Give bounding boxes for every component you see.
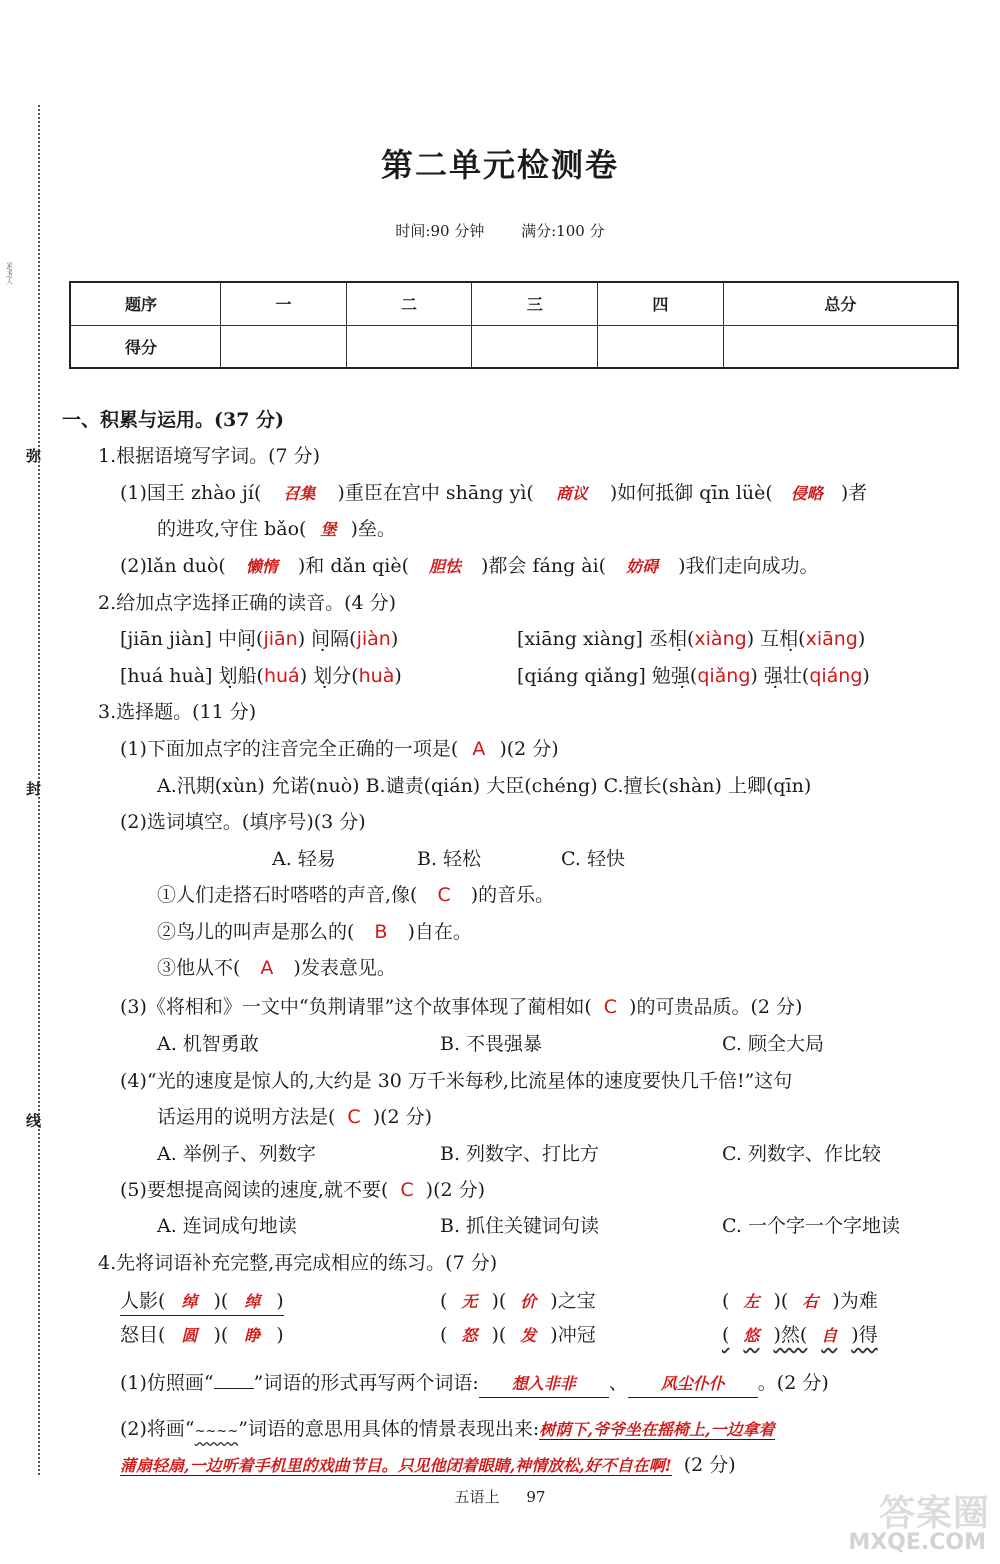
q1-title: 1.根据语境写字词。(7 分)	[98, 445, 321, 467]
q4-text: )为难	[832, 1290, 878, 1312]
q4-answer-5b: 发	[520, 1326, 537, 1345]
q2-group-3: [huá huà]	[120, 665, 213, 687]
binding-mark-feng: 封	[26, 780, 42, 798]
q4-answer-5a: 怒	[461, 1326, 478, 1345]
q4-answer-6a: 悠	[743, 1326, 760, 1345]
q1-text: )如何抵御 qīn lüè(	[609, 482, 773, 504]
q2-answer-6: huà	[358, 665, 395, 687]
q2-row-1: [jiān jiàn] 中间(jiān) 间隔(jiàn)	[120, 628, 399, 650]
q2-dotted-char: 强	[670, 665, 690, 687]
q4-answer-4b: 睁	[244, 1326, 261, 1345]
q1-text: )都会 fáng ài(	[481, 555, 607, 577]
q3-answer-3: C	[603, 996, 618, 1018]
q2-answer-1: jiān	[263, 628, 298, 650]
q3-sub-4-line-2	[157, 1104, 432, 1130]
exam-full-score: 满分:100 分	[521, 222, 605, 240]
q4-text: 、	[608, 1372, 628, 1394]
page-number: 97	[526, 1488, 546, 1506]
q4-idiom-1	[120, 1288, 284, 1316]
q2-char: 船	[237, 665, 257, 687]
q3-text: ③他从不(	[157, 957, 241, 979]
binding-mark-mi: 弥	[26, 447, 42, 465]
q1-answer-7: 妨碍	[626, 557, 659, 576]
q3-answer-5: C	[400, 1179, 414, 1201]
q3-sub-2-title: (2)选词填空。(填序号)(3 分)	[120, 811, 366, 833]
q2-group-4: [qiáng qiǎng]	[517, 665, 646, 687]
q1-text: (1)国王 zhào jí(	[120, 482, 262, 504]
q2-char: 分	[332, 665, 352, 687]
footer-text: 五语上	[454, 1488, 500, 1506]
q3-sub-2-item-2	[157, 919, 472, 945]
q3-text: )(2 分)	[425, 1179, 486, 1201]
q1-text: 的进攻,守住 bǎo(	[157, 518, 307, 540]
q4-text: 。(2 分)	[757, 1372, 829, 1394]
q3-sub-5-opt-b: B. 抓住关键词句读	[440, 1215, 600, 1237]
score-table-col-total: 总分	[723, 282, 958, 325]
q2-row-2: [huá huà] 划船(huá) 划分(huà)	[120, 665, 402, 687]
q1-answer-2: 商议	[555, 484, 588, 503]
q3-text: )的可贵品质。(2 分)	[629, 996, 803, 1018]
q1-text: )者	[840, 482, 868, 504]
q3-sub-3	[120, 994, 802, 1020]
q3-answer-2-1: C	[437, 884, 451, 906]
score-table-col-2: 二	[346, 282, 472, 325]
q3-sub-2-item-1	[157, 882, 554, 908]
q4-idiom-4	[120, 1322, 284, 1349]
q3-sub-5	[120, 1177, 485, 1203]
q3-sub-2-item-3	[157, 955, 396, 981]
q3-sub-1-options: A.汛期(xùn) 允诺(nuò) B.谴责(qián) 大臣(chéng) C.擅长(shàn) 上卿(qīn)	[157, 775, 812, 797]
q2-answer-2: jiàn	[356, 628, 391, 650]
score-table-score-label: 得分	[70, 325, 221, 368]
q3-sub-5-opt-c: C. 一个字一个字地读	[722, 1215, 900, 1237]
q2-dotted-char: 相	[667, 628, 687, 650]
q4-answer-2b: 价	[520, 1292, 537, 1311]
q2-char: 互	[760, 628, 780, 650]
q3-sub-5-opt-a: A. 连词成句地读	[157, 1215, 297, 1237]
q4-idiom-2	[440, 1288, 596, 1315]
q4-text: (2)将画“	[120, 1418, 195, 1440]
q3-text: (5)要想提高阅读的速度,就不要(	[120, 1179, 389, 1201]
q4-text: ”词语的形式再写两个词语:	[253, 1372, 479, 1394]
q1-text: )重臣在宫中 shāng yì(	[337, 482, 534, 504]
q4-idiom-5	[440, 1322, 596, 1349]
q3-text: )(2 分)	[499, 738, 559, 760]
q3-text: )发表意见。	[293, 957, 396, 979]
page-title: 第二单元检测卷	[380, 146, 619, 184]
q4-underline-sample	[214, 1388, 254, 1389]
binding-mark-xian: 线	[26, 1112, 42, 1130]
watermark-logo: 答案圈	[878, 1493, 990, 1534]
q2-dotted-char: 间	[311, 628, 331, 650]
q4-title: 4.先将词语补充完整,再完成相应的练习。(7 分)	[98, 1252, 498, 1274]
q4-answer-6b: 自	[821, 1326, 838, 1345]
q3-title: 3.选择题。(11 分)	[98, 701, 257, 723]
q4-wavy-sample: ~~~~	[194, 1424, 239, 1439]
q3-sub-1	[120, 736, 559, 762]
score-table-col-4: 四	[598, 282, 724, 325]
q1-line-2	[157, 516, 396, 543]
q3-text: ②鸟儿的叫声是那么的(	[157, 921, 355, 943]
q3-sub-4-opt-c: C. 列数字、作比较	[722, 1143, 881, 1165]
q3-answer-1: A	[472, 738, 486, 760]
q4-sub-1	[120, 1370, 829, 1398]
q3-sub-4-opt-b: B. 列数字、打比方	[440, 1143, 600, 1165]
q4-text: )然(	[773, 1324, 808, 1346]
q3-answer-2-3: A	[260, 957, 274, 979]
q2-dotted-char: 划	[218, 665, 238, 687]
q3-sub-3-opt-a: A. 机智勇敢	[157, 1033, 259, 1055]
q4-text: (	[722, 1324, 730, 1346]
q2-row-2b: [qiáng qiǎng] 勉强(qiǎng) 强壮(qiáng)	[517, 665, 870, 687]
q3-answer-2-2: B	[374, 921, 388, 943]
q2-dotted-char: 间	[237, 628, 257, 650]
q3-sub-4-line-1: (4)“光的速度是惊人的,大约是 30 万千米每秒,比流星体的速度要快几千倍!”这句	[120, 1070, 793, 1092]
score-cell	[723, 325, 958, 368]
q2-group-2: [xiāng xiàng]	[517, 628, 643, 650]
q4-text: 怒目(	[120, 1324, 166, 1346]
q1-text: )和 dǎn qiè(	[297, 555, 409, 577]
score-table-header-label: 题序	[70, 282, 221, 325]
exam-meta	[0, 220, 1000, 241]
q2-dotted-char: 强	[763, 665, 783, 687]
q4-text: (	[440, 1324, 448, 1346]
score-cell	[221, 325, 347, 368]
q3-sub-3-opt-c: C. 顾全大局	[722, 1033, 824, 1055]
score-table-header-row	[70, 282, 958, 325]
q3-text: ①人们走搭石时嗒嗒的声音,像(	[157, 884, 418, 906]
q1-text: )垒。	[350, 518, 396, 540]
q4-text: )(	[491, 1324, 507, 1346]
q4-text: )之宝	[550, 1290, 596, 1312]
q3-sub-3-opt-b: B. 不畏强暴	[440, 1033, 543, 1055]
q4-text: )(	[213, 1324, 229, 1346]
q3-text: )的音乐。	[470, 884, 555, 906]
q1-text: (2)lǎn duò(	[120, 555, 226, 577]
q4-answer-s1a: 想入非非	[479, 1371, 609, 1398]
q1-text: )我们走向成功。	[678, 555, 819, 577]
q3-text: )(2 分)	[372, 1106, 433, 1128]
q4-idiom-6	[722, 1322, 878, 1349]
q4-text: )	[276, 1290, 284, 1312]
score-cell	[472, 325, 598, 368]
q4-answer-s2-line-2: 蒲扇轻扇,一边听着手机里的戏曲节目。只见他闭着眼睛,神情放松,好不自在啊!	[120, 1456, 672, 1475]
q4-answer-1b: 绰	[244, 1292, 261, 1311]
q4-text: )得	[851, 1324, 878, 1346]
q4-answer-3b: 右	[802, 1292, 819, 1311]
q1-answer-3: 侵略	[790, 484, 823, 503]
q4-text: )(	[773, 1290, 789, 1312]
q4-sub-2-line-2	[120, 1452, 736, 1479]
q2-char: 中	[217, 628, 237, 650]
exam-time: 时间:90 分钟	[395, 222, 485, 240]
side-stamp: 家/书/人	[5, 262, 12, 285]
q4-text: )冲冠	[550, 1324, 596, 1346]
q4-text: ”词语的意思用具体的情景表现出来:	[238, 1418, 540, 1440]
q4-text: )(	[491, 1290, 507, 1312]
watermark-site: MXQE.COM	[848, 1530, 986, 1555]
q4-text: (	[722, 1290, 730, 1312]
q4-answer-4a: 圆	[181, 1326, 198, 1345]
score-cell	[598, 325, 724, 368]
q4-sub-2	[120, 1416, 775, 1445]
q1-answer-5: 懒惰	[245, 557, 278, 576]
q3-text: (1)下面加点字的注音完全正确的一项是(	[120, 738, 459, 760]
q4-answer-2a: 无	[461, 1292, 478, 1311]
q2-char: 隔	[330, 628, 350, 650]
q4-text: (2 分)	[683, 1454, 736, 1476]
q1-answer-6: 胆怯	[429, 557, 462, 576]
q2-answer-4: xiāng	[805, 628, 858, 650]
q4-idiom-3	[722, 1288, 878, 1315]
q1-line-3	[120, 553, 819, 580]
q3-answer-4: C	[347, 1106, 361, 1128]
q4-answer-3a: 左	[743, 1292, 760, 1311]
q2-char: 勉	[651, 665, 671, 687]
q2-title: 2.给加点字选择正确的读音。(4 分)	[98, 592, 397, 614]
q1-line-1	[120, 480, 867, 507]
page-footer	[0, 1486, 1000, 1507]
q1-answer-4: 堡	[320, 520, 337, 539]
q2-dotted-char: 相	[779, 628, 799, 650]
q2-char: 壮	[782, 665, 802, 687]
score-cell	[346, 325, 472, 368]
q4-answer-s1b: 风尘仆仆	[628, 1371, 758, 1398]
q1-answer-1: 召集	[283, 484, 316, 503]
q4-text: )(	[213, 1290, 229, 1312]
score-table-col-1: 一	[221, 282, 347, 325]
q2-row-1b: [xiāng xiàng] 丞相(xiàng) 互相(xiāng)	[517, 628, 866, 650]
q3-sub-2-opt-c: C. 轻快	[561, 848, 625, 870]
q4-text: 人影(	[120, 1290, 166, 1312]
score-table	[69, 281, 959, 369]
score-table-col-3: 三	[472, 282, 598, 325]
section-1-title: 一、积累与运用。(37 分)	[62, 409, 285, 431]
q2-answer-7: qiǎng	[697, 665, 751, 687]
q3-sub-2-opt-b: B. 轻松	[417, 848, 482, 870]
q2-answer-8: qiáng	[809, 665, 863, 687]
q4-answer-s2-line-1: 树荫下,爷爷坐在摇椅上,一边拿着	[539, 1420, 775, 1439]
q2-answer-3: xiàng	[694, 628, 747, 650]
q3-text: 话运用的说明方法是(	[157, 1106, 336, 1128]
q2-dotted-char: 划	[313, 665, 333, 687]
q3-text: (3)《将相和》一文中“负荆请罪”这个故事体现了蔺相如(	[120, 996, 592, 1018]
score-table-score-row	[70, 325, 958, 368]
q2-group-1: [jiān jiàn]	[120, 628, 212, 650]
q3-sub-4-opt-a: A. 举例子、列数字	[157, 1143, 316, 1165]
q4-text: (	[440, 1290, 448, 1312]
q4-text: (1)仿照画“	[120, 1372, 214, 1394]
q3-sub-2-opt-a: A. 轻易	[272, 848, 336, 870]
q2-answer-5: huá	[263, 665, 300, 687]
q2-char: 丞	[648, 628, 668, 650]
q3-text: )自在。	[407, 921, 472, 943]
q4-answer-1a: 绰	[181, 1292, 198, 1311]
q4-text: )	[276, 1324, 284, 1346]
